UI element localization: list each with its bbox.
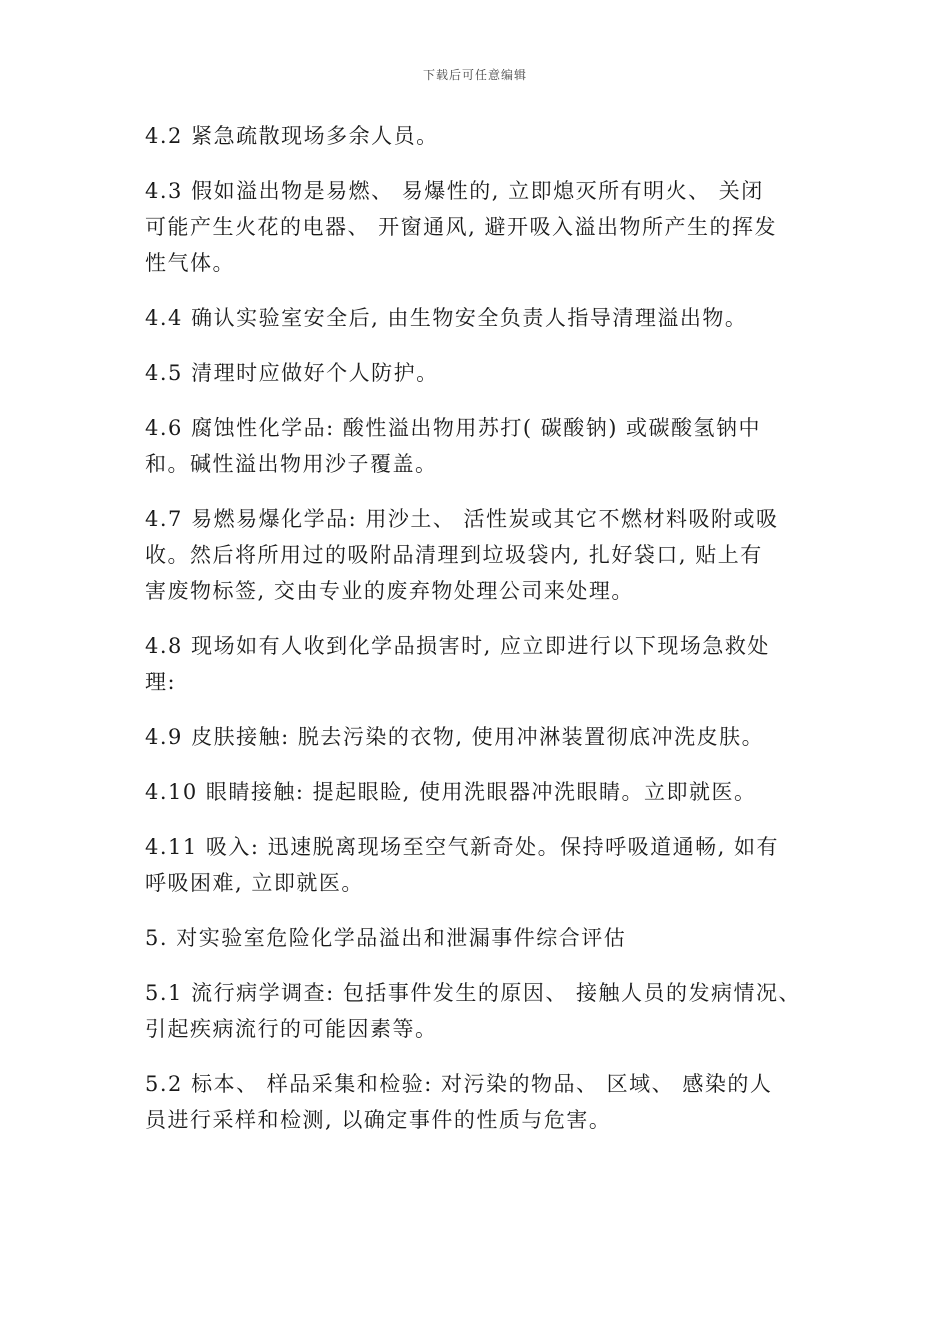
paragraph-4-9 <box>145 719 815 755</box>
line: 4.9 皮肤接触: 脱去污染的衣物, 使用冲淋装置彻底冲洗皮肤。 <box>145 725 765 749</box>
paragraph-4-7 <box>145 501 815 609</box>
line: 4.4 确认实验室安全后, 由生物安全负责人指导清理溢出物。 <box>145 306 748 330</box>
line: 4.7 易燃易爆化学品: 用沙土、 活性炭或其它不燃材料吸附或吸 <box>145 507 779 531</box>
page-header: 下载后可任意编辑 <box>422 68 527 82</box>
line: 收。然后将所用过的吸附品清理到垃圾袋内, 扎好袋口, 贴上有 <box>145 543 763 567</box>
line: 4.2 紧急疏散现场多余人员。 <box>145 124 439 148</box>
paragraph-4-3 <box>145 173 815 281</box>
line: 4.3 假如溢出物是易燃、 易爆性的, 立即熄灭所有明火、 关闭 <box>145 179 764 203</box>
line: 理: <box>145 670 177 694</box>
line: 4.8 现场如有人收到化学品损害时, 应立即进行以下现场急救处 <box>145 634 770 658</box>
line: 5.2 标本、 样品采集和检验: 对污染的物品、 区域、 感染的人 <box>145 1072 773 1096</box>
line: 4.10 眼睛接触: 提起眼睑, 使用洗眼器冲洗眼睛。立即就医。 <box>145 780 757 804</box>
line: 和。碱性溢出物用沙子覆盖。 <box>145 452 438 476</box>
line: 5. 对实验室危险化学品溢出和泄漏事件综合评估 <box>145 926 627 950</box>
line: 4.11 吸入: 迅速脱离现场至空气新奇处。保持呼吸道通畅, 如有 <box>145 835 780 859</box>
document-body <box>145 118 815 1157</box>
line: 5.1 流行病学调查: 包括事件发生的原因、 接触人员的发病情况、 <box>145 981 801 1005</box>
line: 害废物标签, 交由专业的废弃物处理公司来处理。 <box>145 579 634 603</box>
paragraph-4-6 <box>145 410 815 482</box>
paragraph-4-4 <box>145 300 815 336</box>
line: 员进行采样和检测, 以确定事件的性质与危害。 <box>145 1108 612 1132</box>
line: 呼吸困难, 立即就医。 <box>145 871 364 895</box>
paragraph-4-8 <box>145 628 815 700</box>
line: 性气体。 <box>145 251 235 275</box>
line: 4.6 腐蚀性化学品: 酸性溢出物用苏打( 碳酸钠) 或碳酸氢钠中 <box>145 416 762 440</box>
line: 可能产生火花的电器、 开窗通风, 避开吸入溢出物所产生的挥发 <box>145 215 778 239</box>
paragraph-4-10 <box>145 774 815 810</box>
paragraph-4-2 <box>145 118 815 154</box>
line: 引起疾病流行的可能因素等。 <box>145 1017 438 1041</box>
paragraph-4-5 <box>145 355 815 391</box>
paragraph-5-1 <box>145 975 815 1047</box>
line: 4.5 清理时应做好个人防护。 <box>145 361 439 385</box>
section-heading-5 <box>145 920 815 956</box>
paragraph-5-2 <box>145 1066 815 1138</box>
paragraph-4-11 <box>145 829 815 901</box>
